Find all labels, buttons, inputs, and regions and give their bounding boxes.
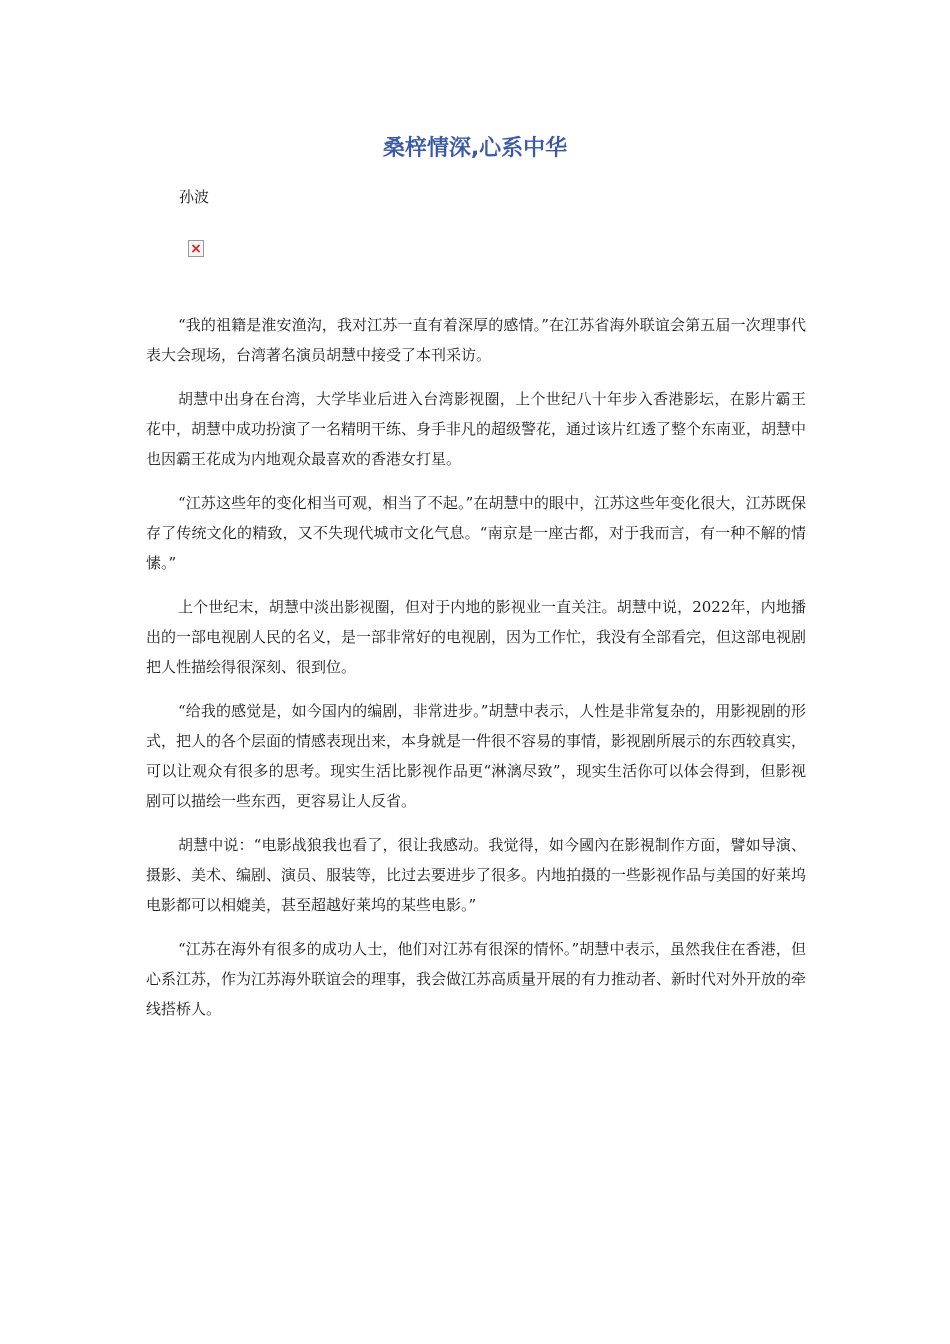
broken-image-icon	[188, 240, 204, 257]
paragraph: “江苏在海外有很多的成功人士，他们对江苏有很深的情怀。”胡慧中表示，虽然我住在香港，但心系江苏，作为江苏海外联谊会的理事，我会做江苏高质量开展的有力推动者、新时代对外开放的牵线搭桥人。	[146, 940, 807, 1018]
paragraph: 胡慧中出身在台湾，大学毕业后进入台湾影视圈，上个世纪八十年步入香港影坛，在影片霸王花中，胡慧中成功扮演了一名精明干练、身手非凡的超级警花，通过该片红透了整个东南亚，胡慧中也因霸王花成为内地观众最喜欢的香港女打星。	[146, 390, 807, 468]
article-author: 孙波	[179, 188, 210, 206]
article-body	[146, 310, 806, 1038]
paragraph: “我的祖籍是淮安渔沟，我对江苏一直有着深厚的感情。”在江苏省海外联谊会第五届一次理事代表大会现场，台湾著名演员胡慧中接受了本刊采访。	[146, 316, 806, 364]
article-title: 桑梓情深,心系中华	[382, 136, 568, 161]
paragraph: 上个世纪末，胡慧中淡出影视圈，但对于内地的影视业一直关注。胡慧中说，2022年，内地播出的一部电视剧人民的名义，是一部非常好的电视剧，因为工作忙，我没有全部看完，但这部电视剧把人性描绘得很深刻、很到位。	[146, 598, 807, 676]
paragraph: 胡慧中说：“电影战狼我也看了，很让我感动。我觉得，如今國內在影視制作方面，譬如导演、摄影、美术、编剧、演员、服装等，比过去要进步了很多。内地拍摄的一些影视作品与美国的好莱坞电影都可以相媲美，甚至超越好莱坞的某些电影。”	[146, 836, 807, 914]
paragraph: “给我的感觉是，如今国内的编剧，非常进步。”胡慧中表示，人性是非常复杂的，用影视剧的形式，把人的各个层面的情感表现出来，本身就是一件很不容易的事情，影视剧所展示的东西较真实，可以让观众有很多的思考。现实生活比影视作品更“淋漓尽致”，现实生活你可以体会得到，但影视剧可以描绘一些东西，更容易让人反省。	[146, 702, 807, 810]
paragraph: “江苏这些年的变化相当可观，相当了不起。”在胡慧中的眼中，江苏这些年变化很大，江苏既保存了传统文化的精致，又不失现代城市文化气息。“南京是一座古都，对于我而言，有一种不解的情愫。”	[146, 494, 806, 572]
